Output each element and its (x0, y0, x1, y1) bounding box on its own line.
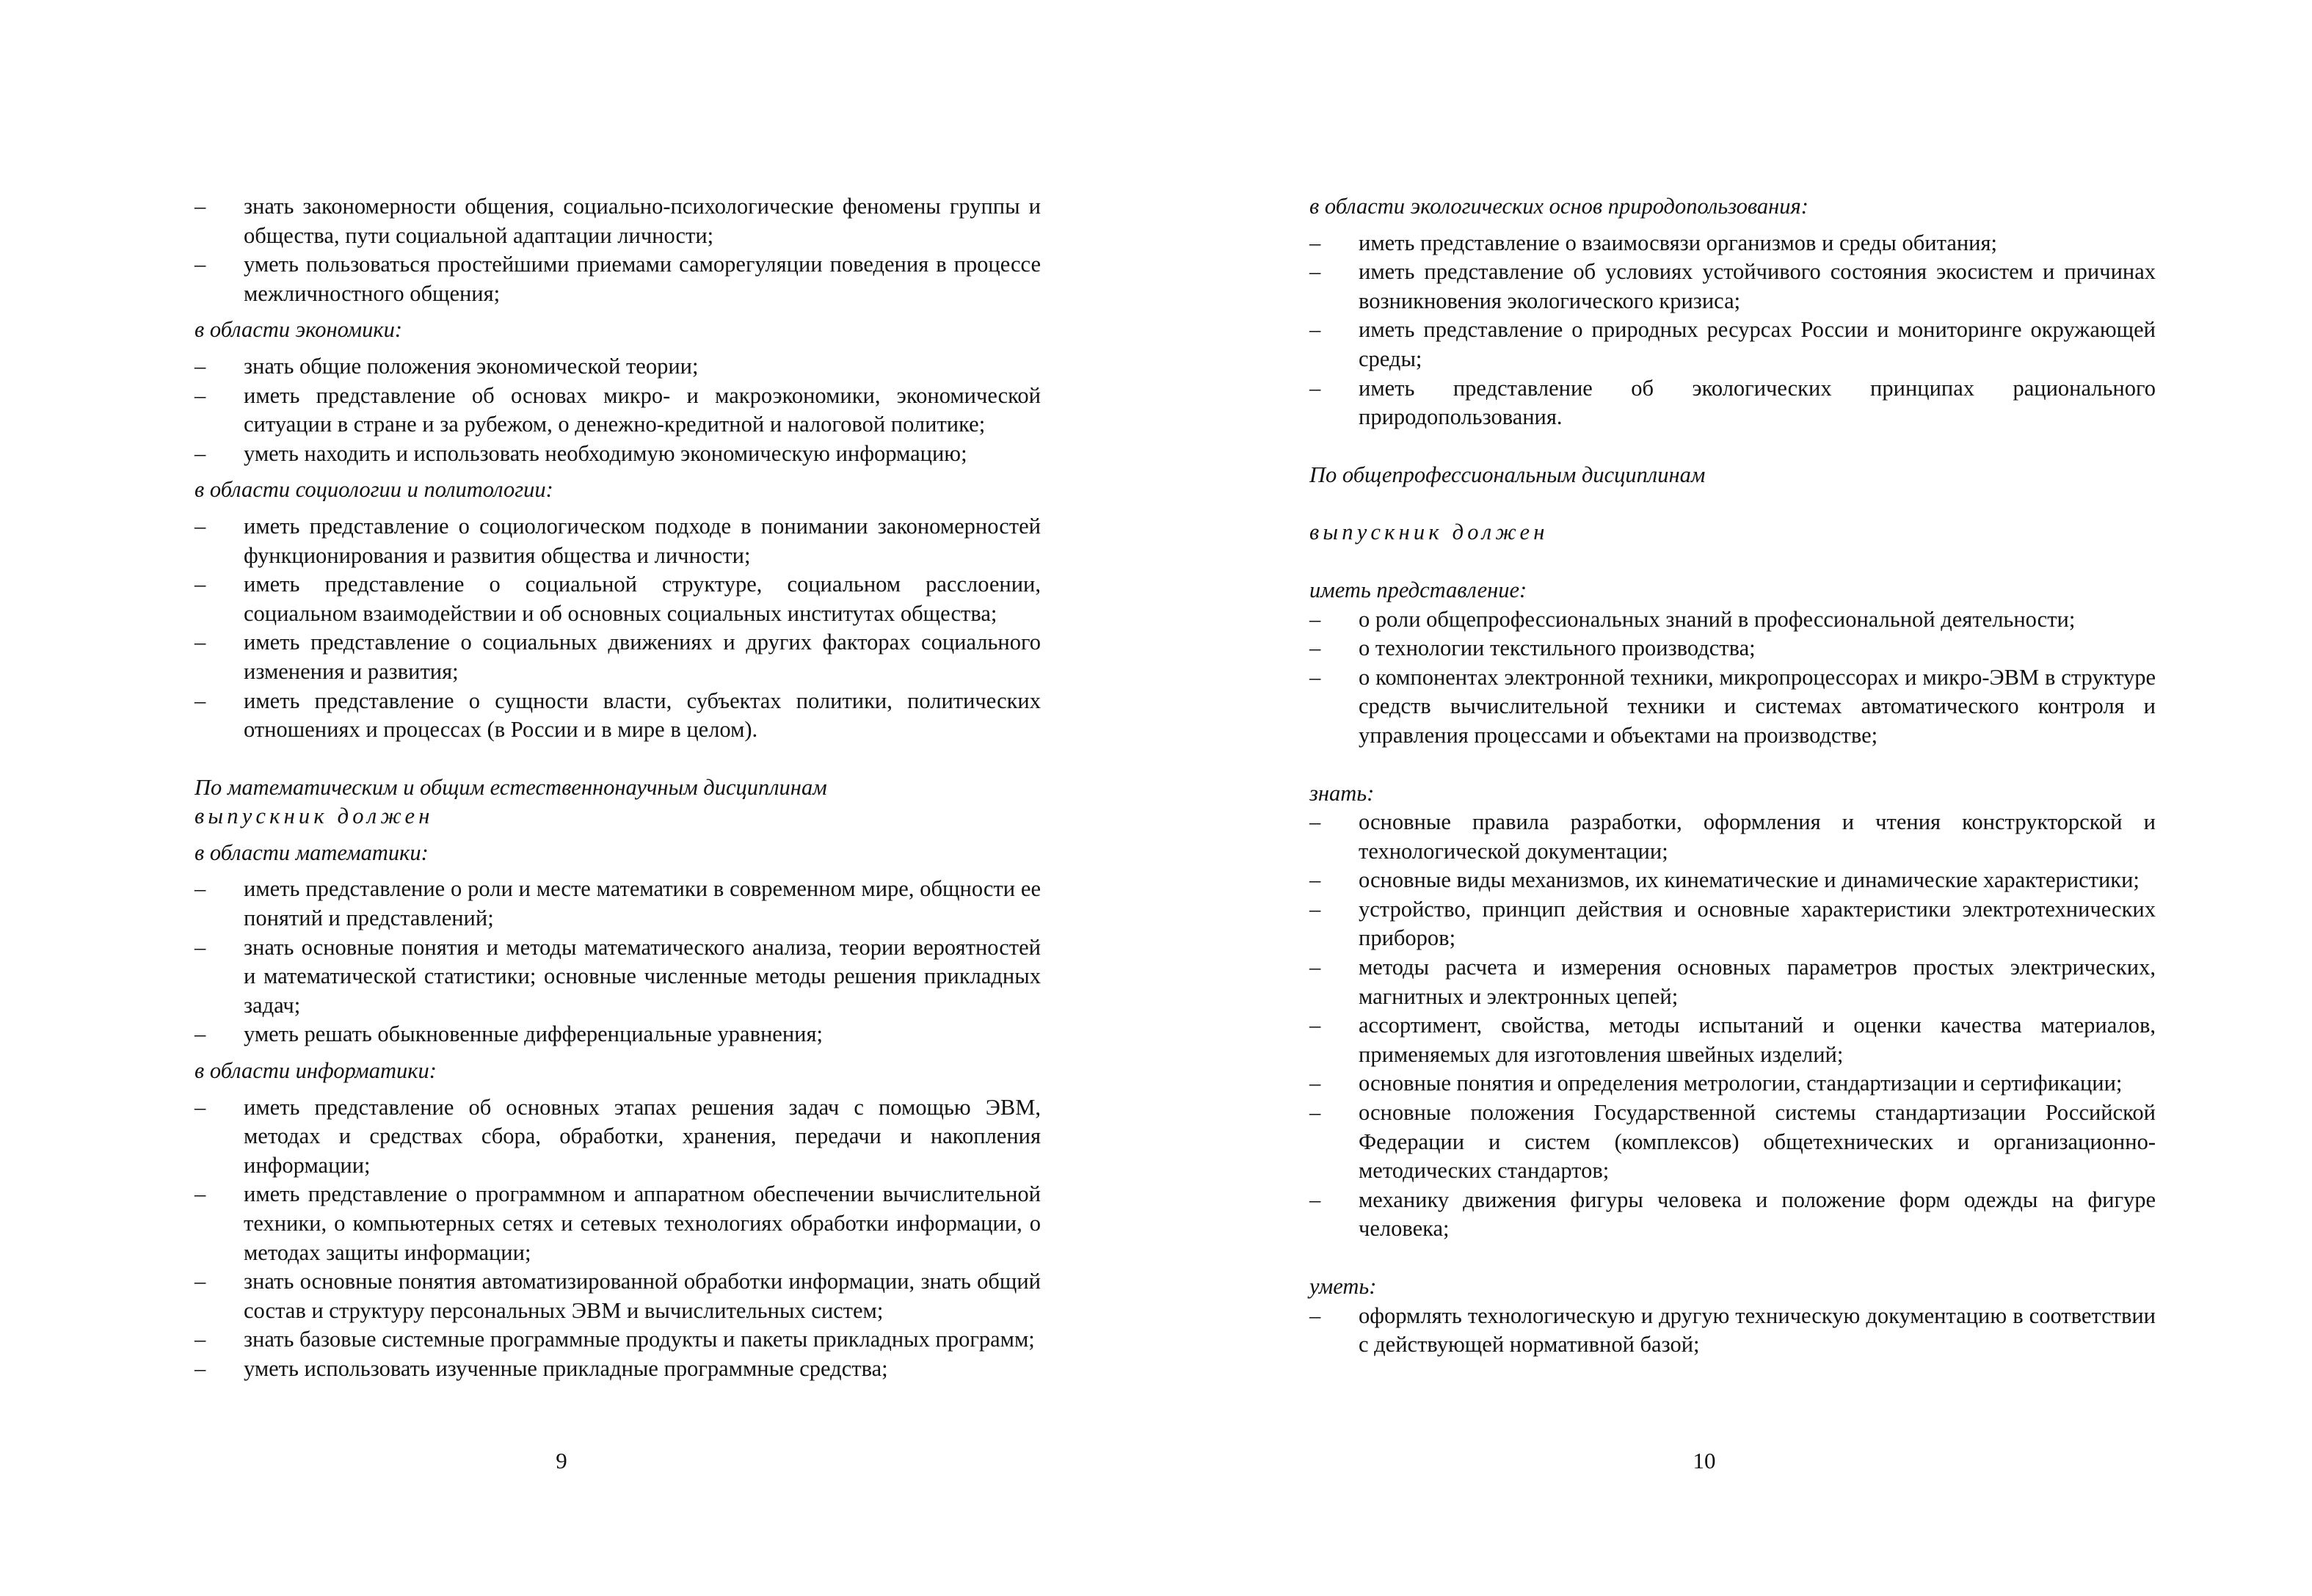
list-item (1309, 634, 2156, 663)
bullet-dash: – (195, 630, 206, 655)
list-item-text: иметь представление об экологических принципах рационального природопользования. (1359, 375, 2156, 430)
list-item-text: иметь представление о социальных движениях и других факторах социального изменения и развития; (244, 630, 1041, 684)
bullet-dash: – (1309, 606, 1321, 632)
graduate-must-right: выпускник должен (1309, 520, 1549, 545)
bullet-dash: – (1309, 955, 1321, 980)
bullet-dash: – (195, 1327, 206, 1352)
list-item (195, 382, 1041, 440)
list-item (195, 440, 1041, 469)
list-item (1309, 229, 2156, 258)
right-page (1156, 0, 2312, 1596)
list-item-text: иметь представление о программном и аппаратном обеспечении вычислительной техники, о компьютерных сетях и сетевых технологиях обработки информации, о методах защиты информации; (244, 1181, 1041, 1265)
list-item-text: иметь представление о природных ресурсах России и мониторинге окружающей среды; (1359, 317, 2156, 371)
list-item-text: основные правила разработки, оформления и чтения конструкторской и технологической документации; (1359, 809, 2156, 864)
list-item-text: знать основные понятия автоматизированной обработки информации, знать общий состав и структуру персональных ЭВМ и вычислительных систем; (244, 1269, 1041, 1323)
bullet-dash: – (195, 934, 206, 960)
list-item (1309, 663, 2156, 751)
bullet-dash: – (195, 382, 206, 408)
list-item (1309, 895, 2156, 953)
represent-heading: иметь представление: (1309, 577, 1527, 602)
list-item-text: устройство, принцип действия и основные характеристики электротехнических приборов; (1359, 896, 2156, 951)
list-item (195, 1267, 1041, 1325)
list-item-text: иметь представление о роли и месте математики в современном мире, общности ее понятий и представлений; (244, 876, 1041, 931)
math-section-heading: По математическим и общим естественнонаучным дисциплинам (195, 774, 827, 800)
list-item-text: знать общие положения экономической теории; (244, 353, 699, 379)
bullet-dash: – (1309, 1302, 1321, 1328)
bullet-dash: – (195, 1269, 206, 1294)
list-item (1309, 316, 2156, 374)
list-item-text: о компонентах электронной техники, микропроцессорах и микро-ЭВМ в структуре средств вычислительной техники и системах автоматического контроля и управления процессами и объектами на производстве; (1359, 664, 2156, 748)
list-item-text: иметь представление о сущности власти, субъектах политики, политических отношениях и процессах (в России и в мире в целом). (244, 688, 1041, 743)
list-item (1309, 374, 2156, 432)
list-item (1309, 1011, 2156, 1069)
bullet-dash: – (195, 1355, 206, 1381)
bullet-dash: – (1309, 1071, 1321, 1096)
list-item (195, 352, 1041, 382)
ecology-heading: в области экологических основ природопользования: (1309, 194, 1808, 219)
able-heading: уметь: (1309, 1274, 1377, 1299)
list-item (195, 628, 1041, 686)
informatics-list (195, 1093, 1041, 1384)
list-item (195, 512, 1041, 570)
list-item (1309, 808, 2156, 866)
bullet-dash: – (195, 1021, 206, 1047)
list-item (1309, 953, 2156, 1011)
list-item-text: уметь использовать изученные прикладные программные средства; (244, 1355, 888, 1381)
bullet-dash: – (195, 513, 206, 539)
list-item-text: основные положения Государственной системы стандартизации Российской Федерации и систем (комплексов) общетехнических и организационно-методических стандартов; (1359, 1100, 2156, 1184)
mathematics-heading: в области математики: (195, 839, 429, 865)
bullet-dash: – (1309, 375, 1321, 401)
bullet-dash: – (195, 252, 206, 277)
list-item-text: иметь представление о взаимосвязи организмов и среды обитания; (1359, 230, 1998, 255)
page-number-right: 10 (1693, 1448, 1716, 1473)
graduate-must-left: выпускник должен (195, 804, 434, 829)
bullet-dash: – (1309, 230, 1321, 255)
bullet-dash: – (195, 440, 206, 466)
list-item (195, 1180, 1041, 1267)
list-item-text: иметь представление об основных этапах решения задач с помощью ЭВМ, методах и средствах сбора, обработки, хранения, передачи и накопления информации; (244, 1094, 1041, 1178)
bullet-dash: – (1309, 635, 1321, 661)
list-item (195, 933, 1041, 1021)
bullet-dash: – (195, 194, 206, 219)
list-item-text: уметь находить и использовать необходимую экономическую информацию; (244, 440, 967, 466)
list-item (195, 1093, 1041, 1181)
bullet-dash: – (1309, 317, 1321, 343)
sociology-heading: в области социологии и политологии: (195, 477, 553, 503)
list-item-text: основные виды механизмов, их кинематические и динамические характеристики; (1359, 867, 2140, 893)
represent-list (1309, 605, 2156, 751)
list-item (1309, 258, 2156, 316)
list-item (195, 875, 1041, 933)
bullet-dash: – (195, 1181, 206, 1207)
bullet-dash: – (1309, 1013, 1321, 1038)
professional-section-heading: По общепрофессиональным дисциплинам (1309, 462, 1706, 487)
bullet-dash: – (1309, 809, 1321, 835)
left-page-content (195, 192, 1041, 1384)
economics-heading: в области экономики: (195, 317, 403, 343)
bullet-dash: – (195, 688, 206, 713)
list-item-text: о технологии текстильного производства; (1359, 635, 1756, 661)
list-item (1309, 1069, 2156, 1098)
economics-list (195, 352, 1041, 468)
ecology-list (1309, 229, 2156, 432)
list-item-text: ассортимент, свойства, методы испытаний и оценки качества материалов, применяемых для изготовления швейных изделий; (1359, 1013, 2156, 1067)
bullet-dash: – (1309, 1187, 1321, 1212)
bullet-dash: – (1309, 896, 1321, 922)
know-heading: знать: (1309, 780, 1375, 806)
bullet-dash: – (1309, 259, 1321, 285)
list-item-text: иметь представление о социальной структуре, социальном расслоении, социальном взаимодействии и об основных социальных институтах общества; (244, 572, 1041, 626)
list-item (195, 1325, 1041, 1355)
list-item-text: знать базовые системные программные продукты и пакеты прикладных программ; (244, 1327, 1035, 1352)
list-item-text: уметь пользоваться простейшими приемами саморегуляции поведения в процессе межличностного общения; (244, 252, 1041, 306)
list-item-text: иметь представление об условиях устойчивого состояния экосистем и причинах возникновения экологического кризиса; (1359, 259, 2156, 313)
list-item-text: методы расчета и измерения основных параметров простых электрических, магнитных и электронных цепей; (1359, 955, 2156, 1009)
bullet-dash: – (195, 1094, 206, 1120)
bullet-dash: – (195, 353, 206, 379)
bullet-dash: – (195, 876, 206, 902)
list-item-text: оформлять технологическую и другую техническую документацию в соответствии с действующей нормативной базой; (1359, 1302, 2156, 1358)
list-item (195, 1355, 1041, 1384)
list-item (195, 192, 1041, 250)
sociology-list (195, 512, 1041, 745)
right-page-content (1309, 192, 2156, 1360)
list-item (195, 250, 1041, 308)
list-item-text: знать основные понятия и методы математического анализа, теории вероятностей и математической статистики; основные численные методы решения прикладных задач; (244, 934, 1041, 1018)
bullet-dash: – (1309, 1100, 1321, 1126)
list-item-text: иметь представление об основах микро- и макроэкономики, экономической ситуации в стране и за рубежом, о денежно-кредитной и налоговой политике; (244, 382, 1041, 437)
know-list (1309, 808, 2156, 1244)
list-item (1309, 1186, 2156, 1244)
list-item (1309, 866, 2156, 895)
bullet-dash: – (1309, 664, 1321, 690)
able-list (1309, 1302, 2156, 1360)
informatics-heading: в области информатики: (195, 1058, 437, 1084)
list-item-text: основные понятия и определения метрологии, стандартизации и сертификации; (1359, 1071, 2123, 1096)
list-item-text: уметь решать обыкновенные дифференциальные уравнения; (244, 1021, 823, 1047)
list-item (195, 1020, 1041, 1049)
list-item (195, 570, 1041, 628)
bullet-dash: – (195, 572, 206, 597)
list-item-text: механику движения фигуры человека и положение форм одежды на фигуре человека; (1359, 1187, 2156, 1242)
list-item (195, 687, 1041, 745)
list-item (1309, 605, 2156, 635)
list-item-text: о роли общепрофессиональных знаний в профессиональной деятельности; (1359, 606, 2076, 632)
mathematics-list (195, 875, 1041, 1049)
bullet-dash: – (1309, 867, 1321, 893)
social-psych-list (195, 192, 1041, 308)
page-number-left: 9 (556, 1448, 567, 1473)
list-item-text: знать закономерности общения, социально-психологические феномены группы и общества, пути социальной адаптации личности; (244, 194, 1041, 248)
list-item (1309, 1302, 2156, 1360)
list-item-text: иметь представление о социологическом подходе в понимании закономерностей функционирования и развития общества и личности; (244, 513, 1041, 568)
list-item (1309, 1098, 2156, 1186)
